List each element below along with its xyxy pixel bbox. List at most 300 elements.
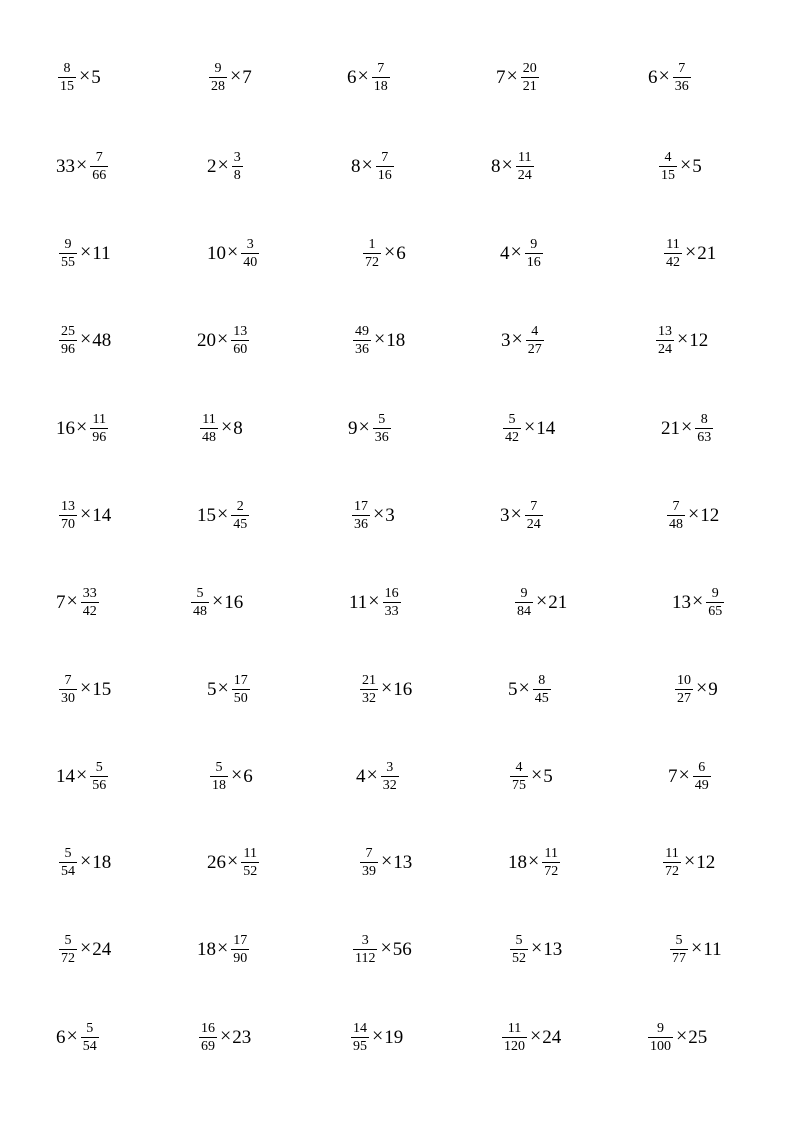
fraction-bar: [90, 776, 108, 777]
fraction-denominator: 8: [233, 167, 241, 183]
fraction-numerator: 7: [95, 149, 103, 165]
multiplication-problem: [208, 746, 253, 806]
multiplication-problem: [57, 659, 111, 719]
fraction-denominator: 40: [243, 254, 258, 270]
fraction-numerator: 8: [63, 60, 71, 76]
fraction-numerator: 4: [664, 149, 672, 165]
whole-number: 5: [91, 66, 101, 88]
times-sign: ×: [80, 241, 92, 263]
fraction-denominator: 15: [661, 167, 675, 183]
fraction: [502, 1021, 527, 1054]
fraction: [663, 846, 681, 879]
times-sign: ×: [524, 416, 536, 438]
whole-number: 12: [689, 329, 709, 351]
fraction-numerator: 3: [361, 932, 369, 948]
fraction: [526, 324, 544, 357]
fraction-bar: [693, 776, 711, 777]
multiplication-problem: [356, 746, 401, 806]
whole-number: 8: [351, 155, 361, 177]
multiplication-problem: [207, 832, 261, 892]
fraction: [59, 237, 77, 270]
multiplication-problem: [198, 398, 243, 458]
fraction: [515, 586, 533, 619]
whole-number: 5: [207, 678, 217, 700]
fraction-denominator: 96: [92, 429, 107, 445]
fraction-denominator: 66: [92, 167, 107, 183]
fraction-numerator: 7: [672, 498, 680, 514]
whole-number: 16: [393, 678, 413, 700]
whole-number: 33: [56, 155, 75, 177]
multiplication-problem: [673, 659, 718, 719]
times-sign: ×: [501, 154, 513, 176]
fraction-bar: [59, 862, 77, 863]
times-sign: ×: [381, 850, 393, 872]
fraction: [664, 237, 682, 270]
whole-number: 6: [56, 1026, 66, 1048]
multiplication-problem: [351, 310, 405, 370]
fraction-denominator: 90: [233, 950, 248, 966]
whole-number: 7: [496, 66, 506, 88]
multiplication-problem: [347, 47, 392, 107]
fraction: [59, 933, 77, 966]
fraction-bar: [59, 253, 77, 254]
whole-number: 48: [92, 329, 112, 351]
problem-row: [0, 1007, 794, 1067]
multiplication-problem: [349, 1007, 403, 1067]
fraction: [360, 673, 378, 706]
fraction-denominator: 95: [353, 1038, 367, 1054]
times-sign: ×: [692, 590, 704, 612]
multiplication-problem: [207, 136, 245, 196]
fraction-bar: [241, 862, 259, 863]
fraction-denominator: 42: [82, 603, 97, 619]
multiplication-problem: [197, 919, 251, 979]
multiplication-problem: [508, 659, 553, 719]
fraction: [533, 673, 551, 706]
fraction: [231, 933, 249, 966]
fraction-denominator: 36: [355, 341, 369, 357]
fraction-numerator: 5: [215, 759, 223, 775]
multiplication-problem: [665, 485, 719, 545]
fraction-numerator: 11: [243, 845, 258, 861]
problem-row: [0, 398, 794, 458]
fraction-numerator: 11: [518, 149, 532, 165]
whole-number: 6: [648, 66, 658, 88]
times-sign: ×: [217, 503, 229, 525]
multiplication-problem: [351, 919, 412, 979]
fraction-bar: [656, 340, 674, 341]
fraction-numerator: 5: [196, 585, 204, 601]
fraction-numerator: 10: [677, 672, 691, 688]
times-sign: ×: [681, 416, 693, 438]
whole-number: 21: [548, 591, 568, 613]
fraction-denominator: 112: [355, 950, 376, 966]
fraction-numerator: 5: [515, 932, 523, 948]
times-sign: ×: [76, 416, 88, 438]
fraction-bar: [58, 77, 76, 78]
whole-number: 9: [708, 678, 718, 700]
multiplication-problem: [508, 746, 553, 806]
whole-number: 14: [92, 504, 112, 526]
multiplication-problem: [56, 398, 110, 458]
fraction-denominator: 84: [517, 603, 531, 619]
times-sign: ×: [76, 764, 88, 786]
fraction: [199, 1021, 217, 1054]
fraction-numerator: 7: [64, 672, 72, 688]
times-sign: ×: [373, 503, 385, 525]
whole-number: 18: [386, 329, 406, 351]
times-sign: ×: [691, 937, 703, 959]
whole-number: 8: [491, 155, 501, 177]
times-sign: ×: [358, 416, 370, 438]
fraction-denominator: 120: [504, 1038, 525, 1054]
times-sign: ×: [66, 1025, 78, 1047]
multiplication-problem: [491, 136, 536, 196]
fraction-denominator: 32: [382, 777, 397, 793]
problem-row: [0, 310, 794, 370]
multiplication-problem: [57, 223, 111, 283]
fraction-bar: [706, 602, 724, 603]
problem-row: [0, 659, 794, 719]
times-sign: ×: [76, 154, 88, 176]
fraction-bar: [353, 949, 377, 950]
problem-row: [0, 746, 794, 806]
fraction: [232, 150, 243, 183]
fraction: [59, 673, 77, 706]
fraction: [510, 933, 528, 966]
fraction-denominator: 52: [243, 863, 258, 879]
multiplication-problem: [508, 832, 562, 892]
fraction-denominator: 50: [233, 690, 248, 706]
whole-number: 11: [349, 591, 368, 613]
fraction-denominator: 60: [233, 341, 248, 357]
fraction-bar: [59, 689, 77, 690]
times-sign: ×: [685, 241, 697, 263]
fraction: [381, 760, 399, 793]
whole-number: 16: [56, 417, 75, 439]
fraction: [542, 846, 560, 879]
whole-number: 7: [56, 591, 66, 613]
whole-number: 21: [661, 417, 680, 439]
multiplication-problem: [197, 485, 251, 545]
times-sign: ×: [688, 503, 700, 525]
multiplication-problem: [197, 310, 251, 370]
fraction-bar: [503, 428, 521, 429]
fraction-numerator: 11: [544, 845, 559, 861]
whole-number: 20: [197, 329, 216, 351]
whole-number: 2: [207, 155, 217, 177]
multiplication-problem: [207, 659, 252, 719]
fraction-numerator: 8: [700, 411, 708, 427]
fraction-bar: [502, 1037, 527, 1038]
fraction-bar: [353, 340, 371, 341]
fraction-bar: [383, 602, 401, 603]
fraction-bar: [231, 340, 249, 341]
times-sign: ×: [212, 590, 224, 612]
times-sign: ×: [684, 850, 696, 872]
fraction: [191, 586, 209, 619]
fraction-numerator: 5: [86, 1020, 94, 1036]
fraction: [232, 673, 250, 706]
times-sign: ×: [384, 241, 396, 263]
fraction: [693, 760, 711, 793]
whole-number: 56: [392, 938, 412, 960]
fraction-denominator: 72: [365, 254, 379, 270]
whole-number: 24: [92, 938, 112, 960]
fraction-numerator: 9: [711, 585, 719, 601]
fraction-bar: [232, 166, 243, 167]
fraction: [241, 846, 259, 879]
fraction-bar: [199, 1037, 217, 1038]
multiplication-problem: [668, 919, 722, 979]
whole-number: 6: [347, 66, 357, 88]
fraction: [351, 1021, 369, 1054]
multiplication-problem: [661, 832, 715, 892]
problem-row: [0, 919, 794, 979]
fraction-numerator: 7: [381, 149, 389, 165]
fraction: [353, 324, 371, 357]
fraction: [231, 324, 249, 357]
fraction: [231, 499, 249, 532]
fraction-denominator: 70: [61, 516, 75, 532]
multiplication-problem: [57, 310, 111, 370]
fraction-numerator: 9: [64, 236, 72, 252]
fraction-denominator: 27: [677, 690, 691, 706]
times-sign: ×: [357, 65, 369, 87]
fraction: [503, 412, 521, 445]
fraction-bar: [231, 949, 249, 950]
fraction-bar: [372, 77, 390, 78]
fraction-denominator: 36: [374, 429, 389, 445]
fraction-numerator: 9: [657, 1020, 664, 1036]
whole-number: 13: [543, 938, 563, 960]
fraction-numerator: 11: [666, 236, 680, 252]
fraction-numerator: 13: [61, 498, 75, 514]
fraction-numerator: 9: [520, 585, 528, 601]
whole-number: 4: [356, 765, 366, 787]
fraction-denominator: 63: [697, 429, 712, 445]
times-sign: ×: [528, 850, 540, 872]
fraction: [352, 499, 370, 532]
fraction-denominator: 16: [377, 167, 392, 183]
fraction-numerator: 11: [202, 411, 216, 427]
fraction: [90, 412, 108, 445]
fraction-numerator: 5: [64, 845, 72, 861]
fraction-bar: [59, 515, 77, 516]
fraction-numerator: 11: [92, 411, 107, 427]
problem-row: [0, 572, 794, 632]
fraction: [59, 499, 77, 532]
fraction: [706, 586, 724, 619]
fraction-bar: [542, 862, 560, 863]
multiplication-problem: [496, 47, 541, 107]
multiplication-problem: [57, 485, 111, 545]
fraction-denominator: 36: [354, 516, 368, 532]
fraction-denominator: 18: [212, 777, 226, 793]
fraction-bar: [670, 949, 688, 950]
problem-row: [0, 47, 794, 107]
fraction-bar: [360, 689, 378, 690]
fraction-bar: [241, 253, 259, 254]
fraction-numerator: 13: [658, 323, 672, 339]
fraction-denominator: 77: [672, 950, 686, 966]
whole-number: 25: [688, 1026, 708, 1048]
fraction-denominator: 32: [362, 690, 376, 706]
fraction-denominator: 100: [650, 1038, 671, 1054]
whole-number: 11: [92, 242, 111, 264]
multiplication-problem: [646, 1007, 707, 1067]
fraction-numerator: 21: [362, 672, 376, 688]
fraction-bar: [695, 428, 713, 429]
times-sign: ×: [510, 241, 522, 263]
fraction-bar: [90, 428, 108, 429]
times-sign: ×: [66, 590, 78, 612]
fraction-denominator: 30: [61, 690, 75, 706]
whole-number: 11: [703, 938, 722, 960]
fraction-bar: [663, 862, 681, 863]
fraction-numerator: 14: [353, 1020, 367, 1036]
whole-number: 23: [232, 1026, 252, 1048]
fraction-bar: [231, 515, 249, 516]
fraction-numerator: 3: [233, 149, 241, 165]
fraction-bar: [81, 602, 99, 603]
fraction: [373, 412, 391, 445]
whole-number: 15: [197, 504, 216, 526]
fraction-bar: [510, 949, 528, 950]
multiplication-problem: [56, 1007, 101, 1067]
fraction-numerator: 17: [233, 672, 248, 688]
whole-number: 19: [384, 1026, 404, 1048]
fraction-numerator: 8: [538, 672, 546, 688]
whole-number: 4: [500, 242, 510, 264]
fraction-bar: [59, 949, 77, 950]
fraction-bar: [659, 166, 677, 167]
fraction: [210, 760, 228, 793]
fraction-numerator: 4: [515, 759, 523, 775]
whole-number: 13: [393, 851, 413, 873]
multiplication-problem: [189, 572, 243, 632]
whole-number: 26: [207, 851, 226, 873]
fraction-denominator: 54: [82, 1038, 97, 1054]
fraction: [360, 846, 378, 879]
fraction-denominator: 42: [666, 254, 680, 270]
whole-number: 10: [207, 242, 226, 264]
whole-number: 18: [508, 851, 527, 873]
fraction-bar: [373, 428, 391, 429]
fraction-denominator: 27: [527, 341, 542, 357]
fraction-numerator: 6: [698, 759, 706, 775]
fraction-denominator: 24: [517, 167, 532, 183]
fraction: [675, 673, 693, 706]
multiplication-problem: [57, 919, 111, 979]
times-sign: ×: [374, 328, 386, 350]
fraction-denominator: 18: [373, 78, 388, 94]
fraction: [372, 61, 390, 94]
fraction: [510, 760, 528, 793]
fraction-bar: [210, 776, 228, 777]
fraction: [209, 61, 227, 94]
fraction: [200, 412, 218, 445]
times-sign: ×: [676, 1025, 688, 1047]
fraction-numerator: 9: [530, 236, 538, 252]
whole-number: 7: [242, 66, 252, 88]
whole-number: 9: [348, 417, 358, 439]
times-sign: ×: [677, 328, 689, 350]
times-sign: ×: [79, 65, 91, 87]
multiplication-problem: [513, 572, 567, 632]
fraction: [59, 324, 77, 357]
fraction: [363, 237, 381, 270]
fraction-denominator: 72: [544, 863, 559, 879]
fraction-bar: [381, 776, 399, 777]
multiplication-problem: [500, 1007, 561, 1067]
whole-number: 5: [692, 155, 702, 177]
fraction-numerator: 3: [386, 759, 394, 775]
multiplication-problem: [350, 485, 395, 545]
whole-number: 6: [243, 765, 253, 787]
fraction: [383, 586, 401, 619]
fraction-bar: [351, 1037, 369, 1038]
fraction-bar: [352, 515, 370, 516]
problem-row: [0, 832, 794, 892]
multiplication-problem: [57, 832, 111, 892]
fraction-bar: [510, 776, 528, 777]
multiplication-problem: [56, 47, 101, 107]
whole-number: 12: [696, 851, 716, 873]
fraction-denominator: 33: [384, 603, 399, 619]
fraction-denominator: 96: [61, 341, 75, 357]
fraction-bar: [516, 166, 534, 167]
multiplication-problem: [648, 47, 693, 107]
multiplication-problem: [661, 398, 715, 458]
times-sign: ×: [221, 416, 233, 438]
fraction-numerator: 5: [675, 932, 683, 948]
times-sign: ×: [680, 154, 692, 176]
fraction-denominator: 24: [658, 341, 672, 357]
fraction-denominator: 49: [694, 777, 709, 793]
fraction-denominator: 56: [92, 777, 107, 793]
times-sign: ×: [227, 241, 239, 263]
fraction-bar: [200, 428, 218, 429]
fraction-denominator: 24: [526, 516, 541, 532]
multiplication-problem: [672, 572, 726, 632]
fraction: [695, 412, 713, 445]
fraction-denominator: 48: [669, 516, 683, 532]
multiplication-problem: [654, 310, 708, 370]
times-sign: ×: [227, 850, 239, 872]
fraction-bar: [675, 689, 693, 690]
whole-number: 15: [92, 678, 112, 700]
times-sign: ×: [217, 677, 229, 699]
times-sign: ×: [80, 503, 92, 525]
fraction-denominator: 28: [211, 78, 225, 94]
fraction-numerator: 9: [214, 60, 222, 76]
multiplication-problem: [56, 572, 101, 632]
fraction-bar: [209, 77, 227, 78]
fraction-denominator: 72: [61, 950, 75, 966]
problem-row: [0, 223, 794, 283]
whole-number: 5: [508, 678, 518, 700]
times-sign: ×: [696, 677, 708, 699]
times-sign: ×: [536, 590, 548, 612]
problem-row: [0, 136, 794, 196]
whole-number: 18: [197, 938, 216, 960]
fraction: [241, 237, 259, 270]
times-sign: ×: [530, 1025, 542, 1047]
fraction: [376, 150, 394, 183]
fraction: [353, 933, 377, 966]
fraction-bar: [648, 1037, 673, 1038]
